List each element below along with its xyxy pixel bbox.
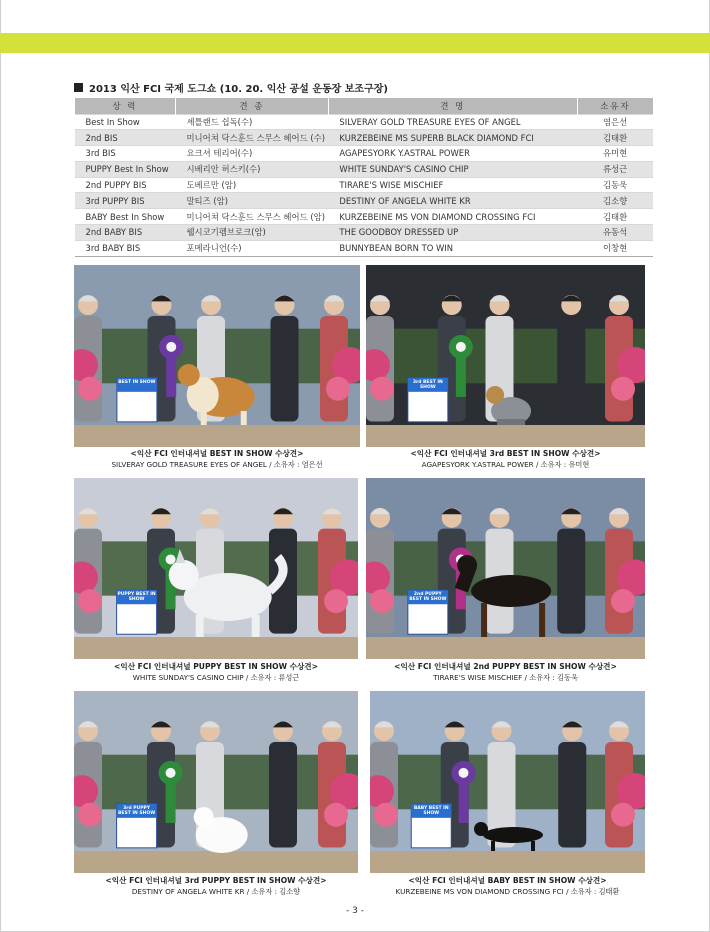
caption-title: <익산 FCI 인터내셔널 PUPPY BEST IN SHOW 수상견> <box>114 662 318 671</box>
cell-title: PUPPY Best In Show <box>75 161 176 177</box>
cell-name: AGAPESYORK Y.ASTRAL POWER <box>328 146 577 162</box>
cell-breed: 시베리안 허스키(수) <box>175 161 328 177</box>
cell-owner: 염은선 <box>577 114 653 130</box>
cell-name: KURZEBEINE MS SUPERB BLACK DIAMOND FCI <box>328 130 577 146</box>
photo-illustration <box>366 478 645 659</box>
cell-title: 2nd BIS <box>75 130 176 146</box>
cell-title: 3rd BIS <box>75 146 176 162</box>
caption-title: <익산 FCI 인터내셔널 BABY BEST IN SHOW 수상견> <box>408 876 607 885</box>
photo-caption <box>68 661 364 683</box>
award-sign-label: 3rd PUPPY BEST IN SHOW <box>118 805 156 816</box>
photo-caption <box>360 448 651 470</box>
page-number: - 3 - <box>346 906 364 916</box>
cell-owner: 유동석 <box>577 225 653 241</box>
photo-caption <box>364 875 651 897</box>
award-photo <box>366 478 645 659</box>
cell-owner: 김동욱 <box>577 177 653 193</box>
cell-title: 2nd BABY BIS <box>75 225 176 241</box>
table-row <box>75 240 654 256</box>
cell-title: 2nd PUPPY BIS <box>75 177 176 193</box>
header-owner: 소유자 <box>577 98 653 114</box>
photo-illustration <box>74 478 358 659</box>
cell-owner: 김태환 <box>577 130 653 146</box>
award-photo <box>370 691 645 873</box>
caption-subtitle: SILVERAY GOLD TREASURE EYES OF ANGEL / 소유자 : 염은선 <box>111 460 323 469</box>
award-photo <box>366 265 645 447</box>
award-sign-label: 3rd BEST IN SHOW <box>412 379 443 390</box>
cell-owner: 류성근 <box>577 161 653 177</box>
cell-title: Best In Show <box>75 114 176 130</box>
photo-caption <box>68 448 366 470</box>
table-row <box>75 114 654 130</box>
caption-title: <익산 FCI 인터내셔널 2nd PUPPY BEST IN SHOW 수상견> <box>394 662 617 671</box>
caption-subtitle: WHITE SUNDAY'S CASINO CHIP / 소유자 : 류성근 <box>132 673 300 682</box>
caption-subtitle: KURZEBEINE MS VON DIAMOND CROSSING FCI / 소유자 : 김태환 <box>395 887 620 896</box>
cell-title: 3rd PUPPY BIS <box>75 193 176 209</box>
award-photo <box>74 265 360 447</box>
cell-name: KURZEBEINE MS VON DIAMOND CROSSING FCI <box>328 209 577 225</box>
cell-owner: 이창현 <box>577 240 653 256</box>
cell-breed: 웰시코기펨브로크(암) <box>175 225 328 241</box>
photo-illustration <box>370 691 645 873</box>
table-row <box>75 193 654 209</box>
header-name: 견 명 <box>328 98 577 114</box>
photo-illustration <box>74 691 358 873</box>
bullet-square-icon <box>74 83 83 92</box>
award-sign-label: 2nd PUPPY BEST IN SHOW <box>409 592 447 603</box>
caption-subtitle: AGAPESYORK Y.ASTRAL POWER / 소유자 : 유미현 <box>421 460 590 469</box>
cell-name: BUNNYBEAN BORN TO WIN <box>328 240 577 256</box>
cell-owner: 김태환 <box>577 209 653 225</box>
cell-breed: 셰틀랜드 쉽독(수) <box>175 114 328 130</box>
award-photo <box>74 691 358 873</box>
cell-title: 3rd BABY BIS <box>75 240 176 256</box>
cell-name: THE GOODBOY DRESSED UP <box>328 225 577 241</box>
table-header-row <box>75 98 654 114</box>
cell-breed: 포메라니언(수) <box>175 240 328 256</box>
table-row <box>75 177 654 193</box>
cell-name: SILVERAY GOLD TREASURE EYES OF ANGEL <box>328 114 577 130</box>
cell-owner: 김소향 <box>577 193 653 209</box>
cell-breed: 미니어쳐 닥스훈드 스무스 헤어드 (암) <box>175 209 328 225</box>
header-breed: 견 종 <box>175 98 328 114</box>
table-row <box>75 225 654 241</box>
award-photo <box>74 478 358 659</box>
cell-name: WHITE SUNDAY'S CASINO CHIP <box>328 161 577 177</box>
caption-subtitle: DESTINY OF ANGELA WHITE KR / 소유자 : 김소향 <box>131 887 301 896</box>
photo-caption <box>68 875 364 897</box>
photo-caption <box>360 661 651 683</box>
cell-breed: 도베르만 (암) <box>175 177 328 193</box>
caption-title: <익산 FCI 인터내셔널 BEST IN SHOW 수상견> <box>130 449 304 458</box>
results-table <box>74 98 653 257</box>
photo-illustration <box>366 265 645 447</box>
accent-band <box>0 33 710 53</box>
section-title: 2013 익산 FCI 국제 도그쇼 (10. 20. 익산 공설 운동장 보조구장) <box>89 84 388 95</box>
header-title: 상 력 <box>75 98 176 114</box>
cell-breed: 요크셔 테리어(수) <box>175 146 328 162</box>
cell-owner: 유미현 <box>577 146 653 162</box>
table-row <box>75 161 654 177</box>
cell-name: TIRARE'S WISE MISCHIEF <box>328 177 577 193</box>
award-sign-label: BEST IN SHOW <box>118 379 156 385</box>
cell-breed: 말티즈 (암) <box>175 193 328 209</box>
cell-title: BABY Best In Show <box>75 209 176 225</box>
cell-breed: 미니어쳐 닥스훈드 스무스 헤어드 (수) <box>175 130 328 146</box>
caption-title: <익산 FCI 인터내셔널 3rd PUPPY BEST IN SHOW 수상견> <box>105 876 327 885</box>
photo-illustration <box>74 265 360 447</box>
cell-name: DESTINY OF ANGELA WHITE KR <box>328 193 577 209</box>
caption-subtitle: TIRARE'S WISE MISCHIEF / 소유자 : 김동욱 <box>433 673 578 682</box>
section-heading <box>74 80 388 95</box>
table-row <box>75 209 654 225</box>
table-row <box>75 130 654 146</box>
award-sign-label: BABY BEST IN SHOW <box>413 805 449 816</box>
award-sign-label: PUPPY BEST IN SHOW <box>117 592 156 603</box>
table-row <box>75 146 654 162</box>
caption-title: <익산 FCI 인터내셔널 3rd BEST IN SHOW 수상견> <box>410 449 601 458</box>
